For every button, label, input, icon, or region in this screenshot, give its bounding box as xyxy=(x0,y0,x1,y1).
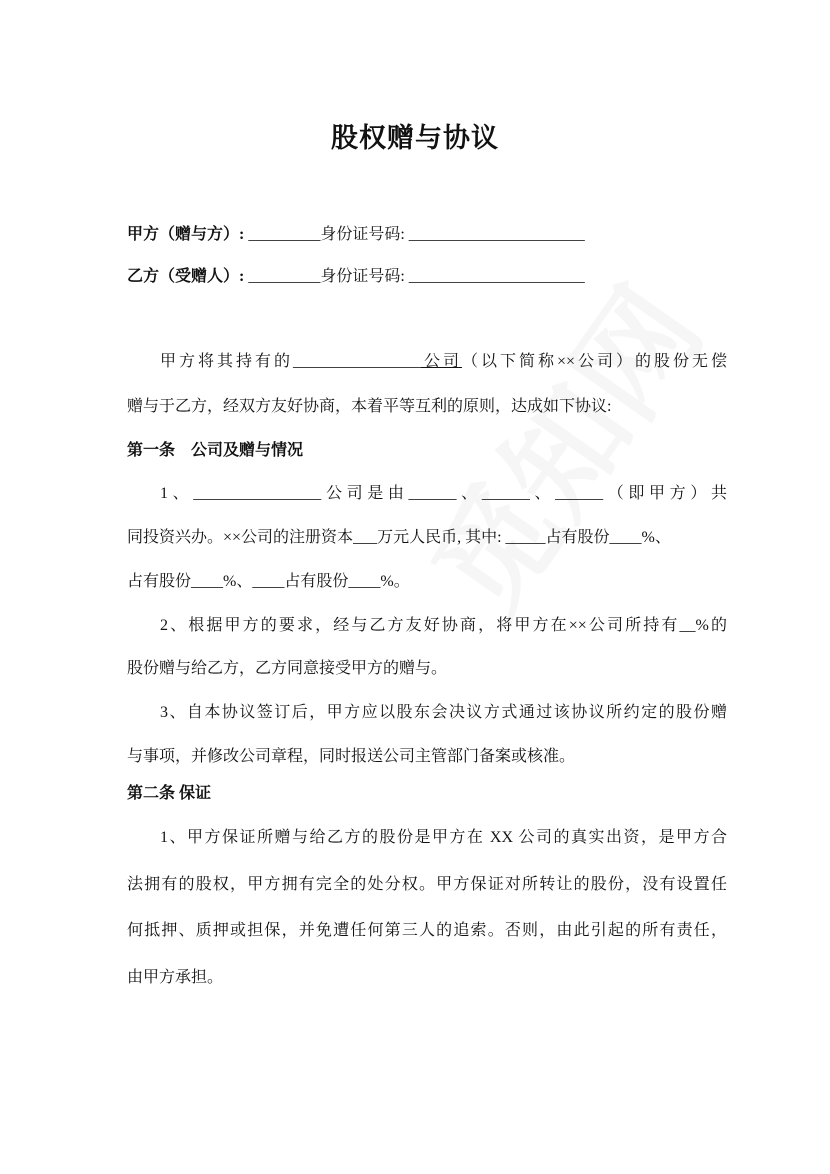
party-a-name-blank: _________ xyxy=(248,226,321,243)
article-1-p2-line-2: 股份赠与给乙方，乙方同意接受甲方的赠与。 xyxy=(127,660,448,677)
blank: ______ xyxy=(408,485,457,502)
text: 、 xyxy=(529,485,556,502)
blank: ___ xyxy=(353,529,378,546)
article-1-p1-line-1 xyxy=(127,483,727,505)
article-2-p1-line-2: 法拥有的股权，甲方拥有完全的处分权。甲方保证对所转让的股份，没有设置任 xyxy=(127,876,727,893)
intro-line-1 xyxy=(127,351,727,373)
article-1-p3-line-1: 3、自本协议签订后，甲方应以股东会决议方式通过该协议所约定的股份赠 xyxy=(160,704,727,721)
text: %、 xyxy=(641,529,671,546)
text: （以下简称××公司）的股份无偿 xyxy=(461,353,727,370)
article-1-heading: 第一条 公司及赠与情况 xyxy=(127,442,304,459)
party-a-id-label: 身份证号码: xyxy=(320,226,405,243)
article-2-p1-line-4: 由甲方承担。 xyxy=(127,969,224,986)
blank: ____ xyxy=(191,573,224,590)
text: 占有股份 xyxy=(545,529,610,546)
blank: ________________ xyxy=(292,353,421,370)
text: 甲方将其持有的 xyxy=(160,353,293,370)
text: 公司 xyxy=(420,353,462,370)
blank: ____ xyxy=(348,573,381,590)
party-b-id-blank: ______________________ xyxy=(408,268,585,285)
blank: ____ xyxy=(609,529,642,546)
text: 同投资兴办。××公司的注册资本 xyxy=(127,529,354,546)
party-b-name-blank: _________ xyxy=(248,268,321,285)
article-1-p3-line-2: 与事项，并修改公司章程，同时报送公司主管部门备案或核准。 xyxy=(127,748,576,765)
article-2-p1-line-3: 何抵押、质押或担保，并免遭任何第三人的追索。否则，由此引起的所有责任， xyxy=(127,922,727,939)
party-a-label: 甲方（赠与方）: xyxy=(127,226,245,243)
article-1-p2-line-1 xyxy=(127,615,727,637)
party-a-line xyxy=(127,224,727,246)
text: 公司是由 xyxy=(321,485,409,502)
text: %的 xyxy=(695,617,727,634)
intro-line-2: 赠与于乙方，经双方友好协商，本着平等互利的原则，达成如下协议: xyxy=(127,398,612,415)
article-2-heading: 第二条 保证 xyxy=(127,785,212,802)
article-1-p1-line-2 xyxy=(127,527,727,549)
text: （即甲方）共 xyxy=(603,485,727,502)
article-2-p1-line-1: 1、甲方保证所赠与给乙方的股份是甲方在 XX 公司的真实出资，是甲方合 xyxy=(160,829,727,846)
blank: ______ xyxy=(555,485,604,502)
blank: ____ xyxy=(252,573,285,590)
text: 占有股份 xyxy=(284,573,349,590)
text: 占有股份 xyxy=(127,573,192,590)
article-1-p1-line-3 xyxy=(127,571,727,593)
text: 、 xyxy=(456,485,482,502)
blank: ________________ xyxy=(193,485,322,502)
text: 1、 xyxy=(160,485,194,502)
blank: _____ xyxy=(505,529,546,546)
text: 万元人民币, 其中: xyxy=(377,529,506,546)
text: 2、根据甲方的要求，经与乙方友好协商，将甲方在××公司所持有 xyxy=(160,617,680,634)
party-b-id-label: 身份证号码: xyxy=(320,268,405,285)
blank: ______ xyxy=(481,485,530,502)
party-a-id-blank: ______________________ xyxy=(408,226,585,243)
text: %、 xyxy=(223,573,253,590)
document-title: 股权赠与协议 xyxy=(331,123,499,153)
party-b-line xyxy=(127,266,727,288)
party-b-label: 乙方（受赠人）: xyxy=(127,268,245,285)
text: %。 xyxy=(380,573,410,590)
blank: __ xyxy=(679,617,696,634)
